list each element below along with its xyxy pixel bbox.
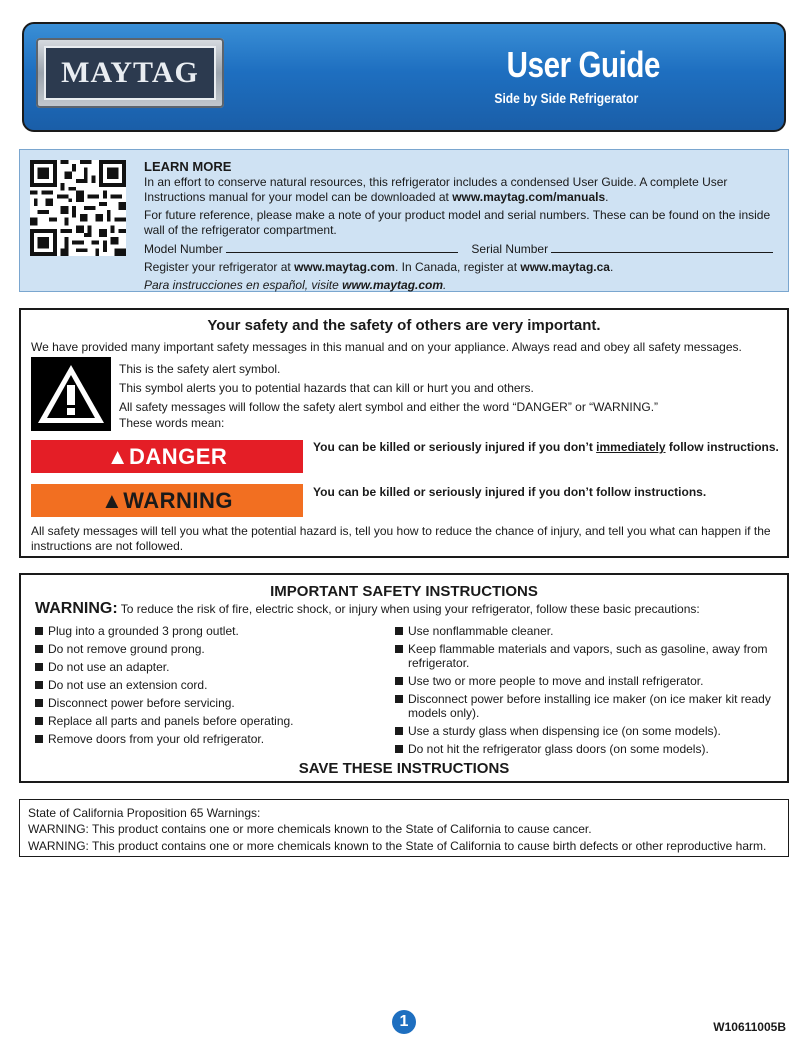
prop65-heading: State of California Proposition 65 Warnings: [28, 806, 261, 820]
list-item: Remove doors from your old refrigerator. [35, 732, 385, 746]
safety-instructions-panel [19, 573, 789, 783]
safety-line-3: All safety messages will follow the safety alert symbol and either the word “DANGER” or “WARNING.” [119, 400, 659, 414]
model-serial-row [144, 241, 784, 257]
instructions-right-list [395, 624, 779, 760]
danger-label: ▲ DANGER [31, 440, 303, 473]
list-item: Disconnect power before servicing. [35, 696, 385, 710]
spanish-paragraph: Para instrucciones en español, visite www.maytag.com. [144, 278, 447, 292]
brand-logo-text: MAYTAG [61, 56, 199, 89]
header-banner [22, 22, 786, 132]
qr-code-icon[interactable] [30, 160, 126, 256]
list-item: Keep flammable materials and vapors, such as gasoline, away from refrigerator. [395, 642, 779, 670]
danger-alert-icon: ▲ [106, 443, 129, 469]
brand-logo [36, 38, 224, 108]
model-number-label: Model Number [144, 242, 223, 256]
register-link-us[interactable]: www.maytag.com [294, 260, 395, 274]
list-item: Use a sturdy glass when dispensing ice (on some models). [395, 724, 779, 738]
safety-alert-icon [31, 357, 111, 431]
learn-more-heading: LEARN MORE [144, 159, 232, 174]
instructions-title: IMPORTANT SAFETY INSTRUCTIONS [270, 583, 538, 600]
safety-title: Your safety and the safety of others are very important. [207, 317, 601, 334]
manuals-link[interactable]: www.maytag.com/manuals [452, 190, 606, 204]
list-item: Use nonflammable cleaner. [395, 624, 779, 638]
learn-more-text [144, 159, 784, 296]
document-title: User Guide [506, 44, 660, 85]
list-item: Replace all parts and panels before operating. [35, 714, 385, 728]
spanish-link[interactable]: www.maytag.com [342, 278, 444, 292]
safety-line-1: This is the safety alert symbol. [119, 362, 281, 376]
serial-number-field[interactable] [551, 241, 773, 253]
warning-description: You can be killed or seriously injured if you don’t follow instructions. [313, 485, 707, 499]
warning-label: ▲ WARNING [31, 484, 303, 517]
instructions-left-list [35, 624, 385, 750]
list-item: Do not use an adapter. [35, 660, 385, 674]
register-link-ca[interactable]: www.maytag.ca [520, 260, 610, 274]
list-item: Plug into a grounded 3 prong outlet. [35, 624, 385, 638]
safety-line-2: This symbol alerts you to potential hazards that can kill or hurt you and others. [119, 381, 534, 395]
safety-line-4: These words mean: [119, 416, 225, 430]
list-item: Disconnect power before installing ice maker (on ice maker kit ready models only). [395, 692, 779, 720]
list-item: Do not hit the refrigerator glass doors (on some models). [395, 742, 779, 756]
register-paragraph: Register your refrigerator at www.maytag.com. In Canada, register at www.maytag.ca. [144, 260, 614, 274]
document-number: W10611005B [713, 1020, 786, 1034]
prop65-warning-2: WARNING: This product contains one or more chemicals known to the State of California to cause birth defects or other reproductive harm. [28, 839, 767, 853]
document-subtitle: Side by Side Refrigerator [494, 90, 638, 106]
safety-closing: All safety messages will tell you what the potential hazard is, tell you how to reduce the chance of injury, and tell you what can happen if the instructions are not followed. [31, 524, 771, 553]
save-instructions: SAVE THESE INSTRUCTIONS [298, 760, 510, 777]
manual-download-paragraph: In an effort to conserve natural resources, this refrigerator includes a condensed User Guide. A complete User Instructions manual for your model can be downloaded at www.maytag.com/manuals. [144, 175, 728, 204]
model-number-field[interactable] [226, 241, 458, 253]
danger-description: You can be killed or seriously injured if you don’t immediately follow instructions. [313, 440, 779, 454]
list-item: Do not remove ground prong. [35, 642, 385, 656]
page-number: 1 [392, 1010, 416, 1034]
learn-more-panel [19, 149, 789, 292]
safety-intro: We have provided many important safety messages in this manual and on your appliance. Always read and obey all safety messages. [31, 340, 742, 354]
prop65-warning-1: WARNING: This product contains one or more chemicals known to the State of California to cause cancer. [28, 822, 592, 836]
serial-number-label: Serial Number [471, 242, 549, 256]
list-item: Do not use an extension cord. [35, 678, 385, 692]
list-item: Use two or more people to move and install refrigerator. [395, 674, 779, 688]
prop65-panel [19, 799, 789, 857]
record-numbers-paragraph: For future reference, please make a note of your product model and serial numbers. These can be found on the inside wall of the refrigerator compartment. [144, 208, 771, 237]
instructions-warning: WARNING: To reduce the risk of fire, electric shock, or injury when using your refrigerator, follow these basic precautions: [35, 600, 700, 617]
safety-panel [19, 308, 789, 558]
warning-alert-icon: ▲ [100, 487, 124, 513]
